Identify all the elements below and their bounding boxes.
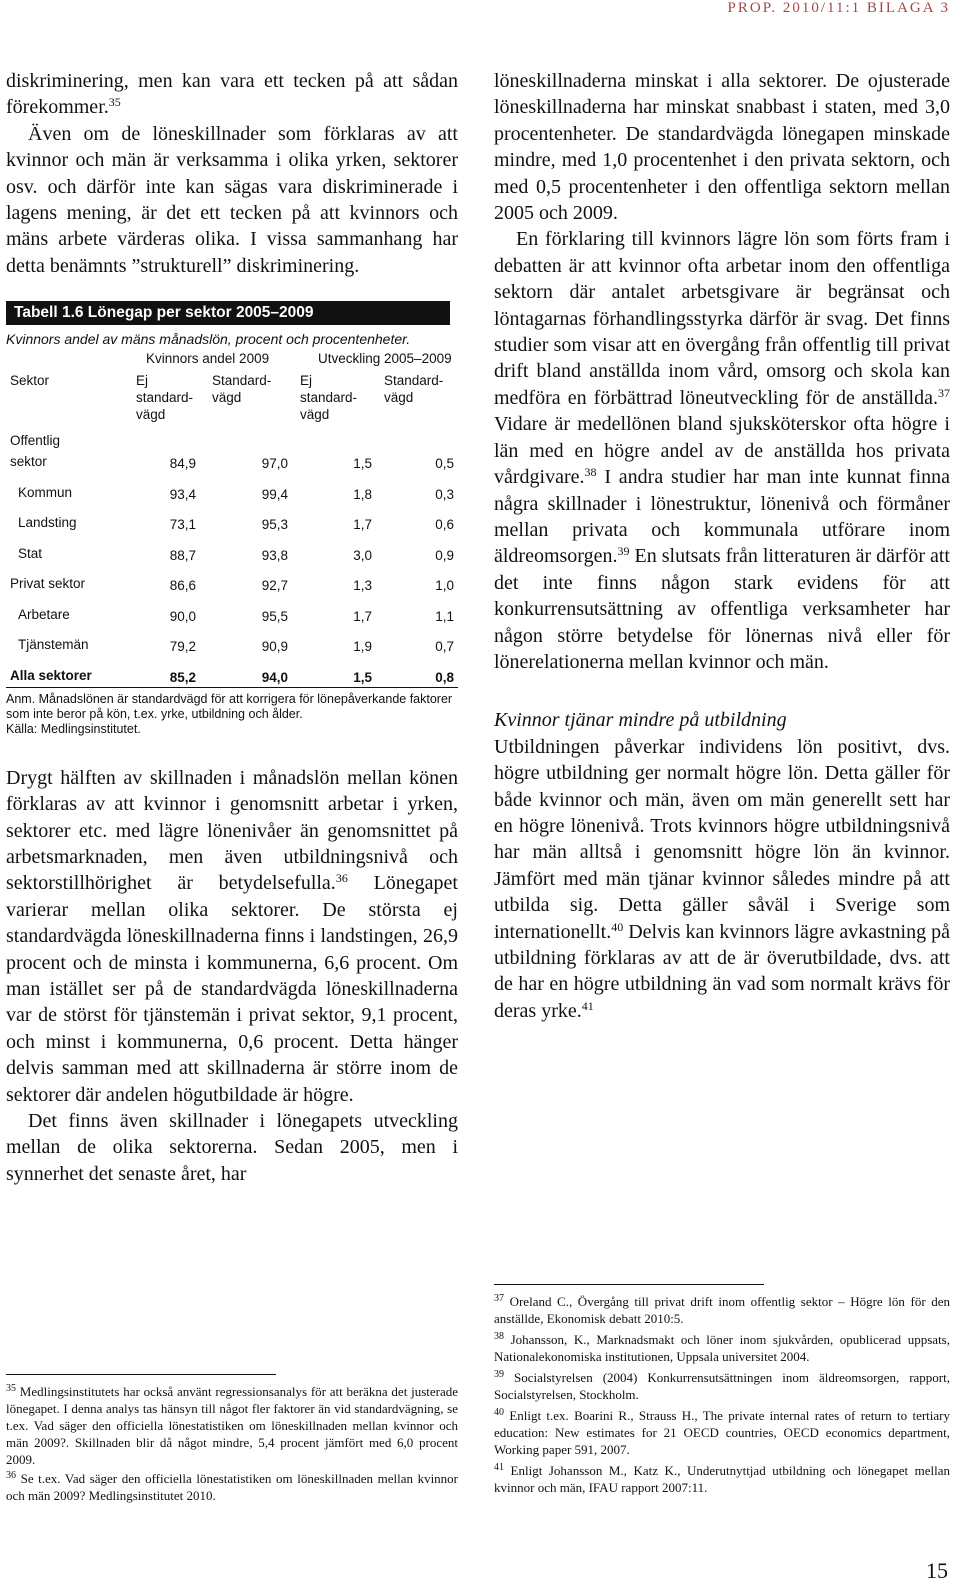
footnote: $^{41}$ Enligt Johansson M., Katz K., Underutnyttjad utbildning och lönegapet mellan kvinnor och män, IFAU rapport 2007:11. [494, 1462, 950, 1495]
footnote: $^{36}$ Se t.ex. Vad säger den officiella lönestatistiken om löneskillnaden mellan kvinnor och män 2009? Medlingsinstitutet 2010. [6, 1470, 459, 1503]
column-header-sector: Sektor [10, 373, 50, 389]
table-row: Stat 88,7 93,8 3,0 0,9 [18, 545, 454, 563]
paragraph: Utbildningen påverkar individens lön positivt, dvs. högre utbildning ger normalt högre lön. Detta gäller för både kvinnor och män, även om män generellt sett har en högre lönenivå. Trots kvinnors högre utbildningsnivå har män alltså i genomsnitt högre lön än kvinnor. Jämfört med män tjänar kvinnor således mindre på att utbilda sig. Detta gäller såväl i Sverige som internationellt.$^{40}$ Delvis kan kvinnors lägre avkastning på utbildning förklaras av att de är överutbildade, dvs. att de har en högre utbildning än vad som normalt krävs för deras yrke.$^{41}$ [494, 735, 950, 1022]
footnote-ref[interactable]: 39 [617, 544, 630, 559]
column-header: Ej [136, 373, 149, 389]
footnote-ref[interactable]: 41 [581, 998, 594, 1013]
column-header: Ej [300, 373, 313, 389]
paragraph: Även om de löneskillnader som förklaras av att kvinnor och män är verksamma i olika yrken, sektorer osv. och därför inte kan sägas vara diskriminerade i lagens mening, är det ett tecken på att kvinnors och mäns arbete värderas olika. I vissa sammanhang har detta benämnts ”strukturell” diskriminering. [6, 122, 458, 277]
row-group-label: Offentlig [10, 433, 61, 449]
footnote-ref[interactable]: 40 [611, 919, 624, 934]
group-header: Utveckling 2005–2009 [318, 351, 452, 367]
footnote-ref[interactable]: 36 [335, 871, 348, 886]
paragraph: löneskillnaderna minskat i alla sektorer. De ojusterade löneskillnaderna har minskat snabbast i staten, med 3,0 procentenheter. De standardvägda lönegapen minskade mindre, med 1,0 procentenhet i den privata sektorn, och med 0,5 procentenheter i den offentliga sektorn mellan 2005 och 2009. [494, 70, 950, 225]
column-header: vägd [136, 407, 166, 423]
table-title: Tabell 1.6 Lönegap per sektor 2005–2009 [6, 301, 450, 325]
section-heading: Kvinnor tjänar mindre på utbildning [494, 709, 787, 732]
table-note: Anm. Månadslönen är standardvägd för att korrigera för lönepåverkande faktorer som inte beror på kön, t.ex. yrke, utbildning och ålder. [6, 691, 453, 721]
paragraph: En förklaring till kvinnors lägre lön som förts fram i debatten är att kvinnor ofta arbetar inom den offentliga sektorn där antalet arbetsgivare är begränsat och löntagarnas förhandlingsstyrka därför är svag. Det finns studier som visar att en övergång från offentlig till privat drift bland anställda inom vård, omsorg och skola kan medföra en förbättrad löneutveckling för de anställda.$^{37}$ Vidare är medellönen bland sjuksköterskor ofta högre i län med en högre andel av de anställda hos privata vårdgivare.$^{38}$ I andra studier har man inte kunnat finna några skillnader i lönestruktur, lönenivå och förmåner mellan privata och kommunala utförare inom äldreomsorgen.$^{39}$ En slutsats från litteraturen är därför att det inte finns någon stark evidens för att konkurrensutsättning av offentliga verksamheter har någon större betydelse för lönernas nivå eller för lönerelationerna mellan kvinnor och män. [494, 228, 950, 673]
table-source: Källa: Medlingsinstitutet. [6, 721, 141, 736]
table-row: sektor 84,9 97,0 1,5 0,5 [10, 454, 454, 472]
wage-gap-table [6, 349, 458, 688]
table-row: Kommun 93,4 99,4 1,8 0,3 [18, 484, 454, 502]
page-number: 15 [926, 1558, 948, 1583]
footnote: $^{37}$ Oreland C., Övergång till privat drift inom offentlig sektor – Högre lön för den anställde, Ekonomisk debatt 2010:5. [494, 1293, 951, 1326]
footnote: $^{35}$ Medlingsinstitutets har också använt regressionsanalys för att beräkna det justerade lönegapet. I denna analys tas hänsyn till något fler faktorer än vid standardvägning, se t.ex. Vad säger den officiella lönestatistiken om löneskillnaden mellan kvinnor och män 2009?. Skillnaden blir då något mindre, 5,4 procent jämfört med 6,0 procent 2009. [6, 1383, 458, 1467]
footnote-ref[interactable]: 35 [108, 95, 121, 110]
table-row: Privat sektor 86,6 92,7 1,3 1,0 [10, 576, 454, 594]
footnote-ref[interactable]: 37 [938, 385, 950, 400]
column-header: vägd [300, 407, 330, 423]
table-row: Landsting 73,1 95,3 1,7 0,6 [18, 515, 454, 533]
table-row: Arbetare 90,0 95,5 1,7 1,1 [18, 606, 454, 624]
column-header: standard- [300, 390, 358, 406]
right-column [494, 68, 951, 1495]
column-header: Standard- [384, 373, 444, 389]
column-header: vägd [384, 390, 414, 406]
group-header: Kvinnors andel 2009 [146, 351, 270, 367]
footnote: $^{40}$ Enligt t.ex. Boarini R., Strauss H., The private internal rates of return to tertiary education: New estimates for 21 OECD countries, OECD economics department, Working paper 591, 2007. [494, 1407, 951, 1457]
paragraph: diskriminering, men kan vara ett tecken på att sådan förekommer.$^{35}$ [6, 70, 458, 119]
table-row: Tjänstemän 79,2 90,9 1,9 0,7 [18, 637, 454, 655]
column-header: standard- [136, 390, 194, 406]
footnote: $^{38}$ Johansson, K., Marknadsmakt och löner inom sjukvården, opublicerad uppsats, Nationalekonomiska institutionen, Uppsala universitet 2004. [494, 1331, 950, 1364]
running-header: PROP. 2010/11:1 BILAGA 3 [727, 0, 950, 16]
footnote-rule [6, 1374, 276, 1375]
left-column [6, 68, 459, 1503]
column-header: vägd [212, 390, 242, 406]
footnote: $^{39}$ Socialstyrelsen (2004) Konkurrensutsättningen inom äldreomsorgen, rapport, Socialstyrelsen, Stockholm. [494, 1369, 950, 1402]
column-header: Standard- [212, 373, 272, 389]
paragraph: Det finns även skillnader i lönegapets utveckling mellan de olika sektorerna. Sedan 2005, men i synnerhet det senaste året, har [6, 1110, 458, 1185]
footnotes-left [6, 1374, 458, 1504]
footnote-ref[interactable]: 38 [584, 465, 597, 480]
footnotes-right [494, 1284, 950, 1496]
paragraph: Drygt hälften av skillnaden i månadslön mellan könen förklaras av att kvinnor i genomsnitt arbetar i yrken, sektorer etc. med lägre lönenivåer än genomsnittet på arbetsmarknaden, men även utbildningsnivå och sektorstillhörighet är betydelsefulla.$^{36}$ Lönegapet varierar mellan olika sektorer. De största ej standardvägda löneskillnaderna finns i landstingen, 26,9 procent och de minsta i kommunerna, 6,6 procent. Om man istället ser på de standardvägda löneskillnaderna var de störst för tjänstemän i privat sektor, 9,1 procent, och minst i kommunerna, 0,6 procent. Detta hänger delvis samman med att skillnaderna är större inom de sektorer där andelen högutbildade är högre. [6, 766, 458, 1106]
table-total-row: Alla sektorer 85,2 94,0 1,5 0,8 [6, 656, 458, 688]
table-header [6, 349, 458, 449]
table-subtitle: Kvinnors andel av mäns månadslön, procent och procentenheter. [6, 331, 411, 348]
table-block [6, 301, 458, 737]
footnote-rule [494, 1284, 764, 1285]
